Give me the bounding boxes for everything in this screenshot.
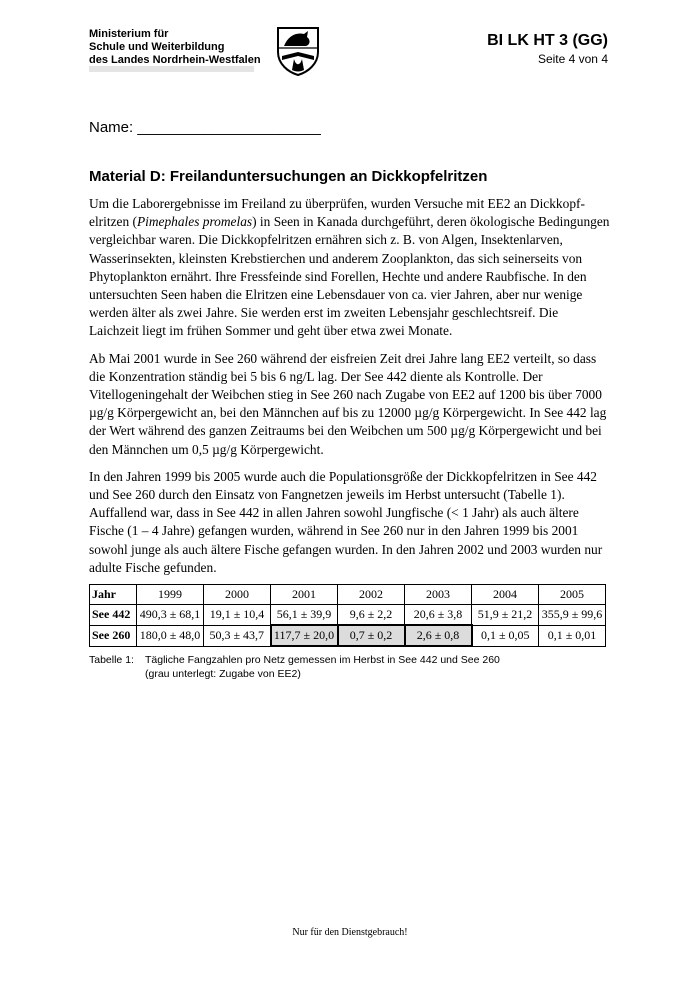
name-field[interactable]: Name: ______________________ [89, 119, 321, 136]
paragraph-3: In den Jahren 1999 bis 2005 wurde auch die Populationsgröße der Dickkopfelritzen in See 442 und See 260 durch den Einsatz von Fangnetzen jeweils im Herbst untersucht (Tabelle 1). Auffallend war, dass in See 442 in allen Jahren sowohl Jungfische (< 1 Jahr) als auch ältere Fische (1 – 4 Jahre) gefangen wurden, während in See 260 nur in den Jahren 1999 bis 2001 sowohl junge als auch ältere Fische gefangen wurden. In den Jahren 2002 und 2003 wurden nur adulte Fische gefunden. [89, 468, 603, 575]
table-cell-treated: 0,7 ± 0,2 [338, 625, 405, 646]
table-cell: 180,0 ± 48,0 [137, 625, 204, 646]
table-header-cell: Jahr [90, 585, 137, 605]
paragraph-2: Ab Mai 2001 wurde in See 260 während der eisfreien Zeit drei Jahre lang EE2 verteilt, so dass die Konzentration ständig bei 5 bis 6 ng/L lag. Der See 442 diente als Kontrolle. Der Vitellogeningehalt der Weibchen stieg in See 260 nach Zugabe von EE2 auf 1200 bis über 7000 µg/g Körpergewicht an, bei den Männchen auf bis zu 12000 µg/g Körpergewicht. In See 442 lag der Wert während des ganzen Zeitraums bei den Weibchen um 500 µg/g Körpergewicht und bei den Männchen um 0,5 µg/g Körpergewicht. [89, 350, 607, 457]
coat-of-arms-icon [274, 26, 322, 76]
caption-note: (grau unterlegt: Zugabe von EE2) [145, 668, 301, 680]
table-cell: 9,6 ± 2,2 [338, 605, 405, 626]
caption-text: Tägliche Fangzahlen pro Netz gemessen im Herbst in See 442 und See 260 [145, 654, 500, 666]
table-header-row [90, 585, 606, 605]
year-cell: 2003 [405, 585, 472, 605]
year-cell: 2005 [539, 585, 606, 605]
body-text [89, 195, 611, 586]
species-name: Pimephales promelas [136, 214, 253, 230]
table-row [90, 625, 606, 646]
table-cell: 0,1 ± 0,01 [539, 625, 606, 646]
row-label: See 260 [90, 625, 137, 646]
caption-label: Tabelle 1: [89, 654, 134, 666]
table-cell-treated: 2,6 ± 0,8 [405, 625, 472, 646]
faint-text-line [89, 66, 254, 72]
table-cell: 19,1 ± 10,4 [204, 605, 271, 626]
section-title: Material D: Freilanduntersuchungen an Dickkopfelritzen [89, 168, 488, 185]
exam-code: BI LK HT 3 (GG) [487, 32, 608, 49]
table-cell: 56,1 ± 39,9 [271, 605, 338, 626]
table-cell: 50,3 ± 43,7 [204, 625, 271, 646]
table-cell: 51,9 ± 21,2 [472, 605, 539, 626]
ministry-name [89, 28, 261, 67]
table-cell: 355,9 ± 99,6 [539, 605, 606, 626]
row-label: See 442 [90, 605, 137, 626]
table-cell-treated: 117,7 ± 20,0 [271, 625, 338, 646]
year-cell: 2000 [204, 585, 271, 605]
table-cell: 0,1 ± 0,05 [472, 625, 539, 646]
catch-table [89, 584, 606, 647]
ministry-line-1: Ministerium für [89, 28, 169, 40]
table-cell: 20,6 ± 3,8 [405, 605, 472, 626]
year-cell: 2002 [338, 585, 405, 605]
table-cell: 490,3 ± 68,1 [137, 605, 204, 626]
year-cell: 2001 [271, 585, 338, 605]
table-row [90, 605, 606, 626]
paragraph-1: Um die Laborergebnisse im Freiland zu überprüfen, wurden Versuche mit EE2 an Dickkopfelritzen (Pimephales promelas) in Seen in Kanada durchgeführt, deren ökologische Bedingungen vergleichbar waren. Die Dickkopfelritzen ernähren sich z. B. von Algen, Insektenlarven, Wasserinsekten, kleinsten Krebstierchen und anderem Zooplankton, das sich seinerseits von Phytoplankton ernährt. Ihre Fressfeinde sind Forellen, Hechte und andere Raubfische. In den untersuchten Seen haben die Elritzen eine Lebensdauer von ca. vier Jahren, aber nur wenige werden älter als zwei Jahre. Sie werden erst im zweiten Lebensjahr geschlechtsreif. Die Laichzeit liegt im frühen Sommer und geht über etwa zwei Monate. [89, 196, 610, 339]
year-cell: 1999 [137, 585, 204, 605]
page-number: Seite 4 von 4 [537, 52, 608, 66]
footer-note: Nur für den Dienstgebrauch! [292, 927, 408, 938]
table-caption [89, 653, 500, 681]
ministry-line-2: Schule und Weiterbildung [89, 41, 225, 53]
ministry-line-3: des Landes Nordrhein-Westfalen [89, 54, 261, 66]
year-cell: 2004 [472, 585, 539, 605]
